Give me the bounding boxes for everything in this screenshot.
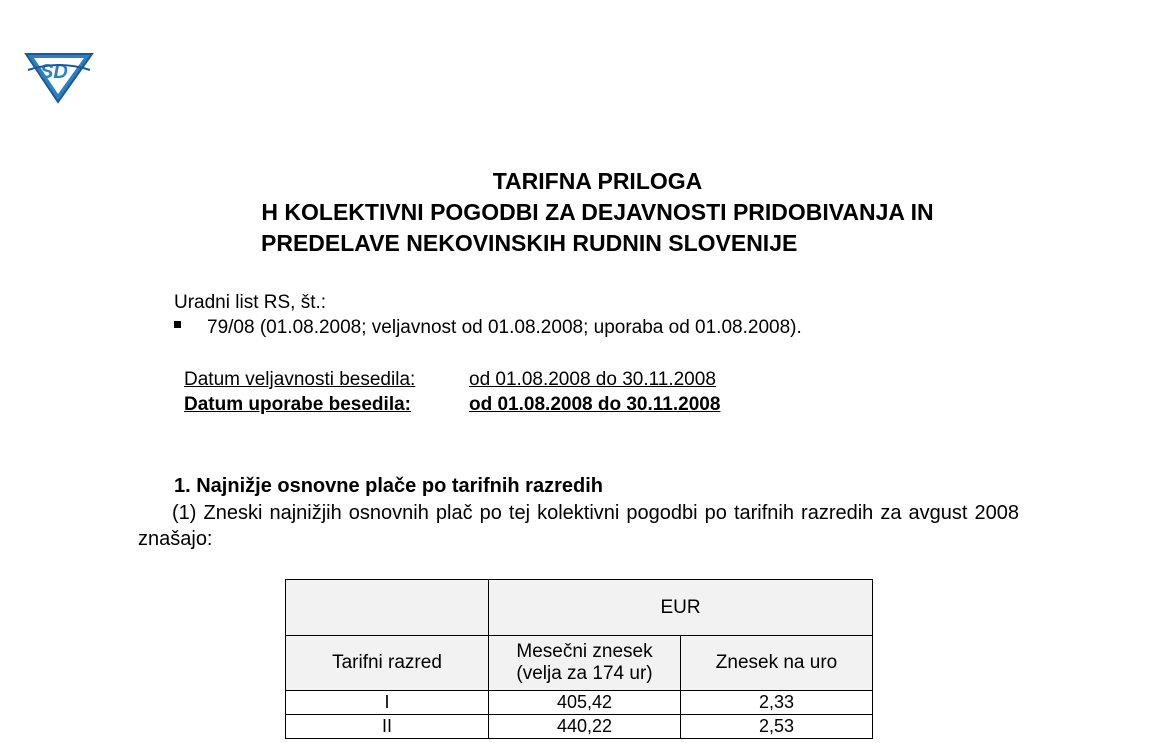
table-header-empty xyxy=(286,580,489,636)
bullet-icon xyxy=(174,321,181,328)
section-heading: 1. Najnižje osnovne plače po tarifnih razredih xyxy=(174,475,603,497)
document-subtitle-line2: PREDELAVE NEKOVINSKIH RUDNIN SLOVENIJE xyxy=(261,230,798,256)
table-cell-monthly: 405,42 xyxy=(489,691,681,715)
section-paragraph: (1) Zneski najnižjih osnovnih plač po tej kolektivni pogodbi po tarifnih razredih za avgust 2008 znašajo: xyxy=(138,502,1019,550)
svg-text:SD: SD xyxy=(40,61,68,83)
validity-date-value: od 01.08.2008 do 30.11.2008 xyxy=(469,369,716,390)
table-cell-monthly: 440,22 xyxy=(489,715,681,739)
document-subtitle-line1: H KOLEKTIVNI POGODBI ZA DEJAVNOSTI PRIDOBIVANJA IN xyxy=(261,199,934,225)
application-date-value: od 01.08.2008 do 30.11.2008 xyxy=(469,394,721,415)
document-title: TARIFNA PRILOGA xyxy=(492,168,703,194)
table-cell-class: II xyxy=(286,715,489,739)
table-header-hourly: Znesek na uro xyxy=(681,636,873,691)
validity-date-label: Datum veljavnosti besedila: xyxy=(184,369,416,390)
table-header-currency: EUR xyxy=(489,580,873,636)
table-header-monthly-line1: Mesečni znesek xyxy=(516,641,653,662)
table-header-monthly xyxy=(489,636,681,691)
company-logo xyxy=(22,48,96,104)
gazette-label: Uradni list RS, št.: xyxy=(174,292,327,313)
table-cell-hourly: 2,53 xyxy=(681,715,873,739)
table-header-class: Tarifni razred xyxy=(286,636,489,691)
table-header-monthly-line2: (velja za 174 ur) xyxy=(516,663,653,684)
table-row xyxy=(286,715,873,739)
table-cell-class: I xyxy=(286,691,489,715)
application-date-label: Datum uporabe besedila: xyxy=(184,394,411,415)
gazette-item: 79/08 (01.08.2008; veljavnost od 01.08.2008; uporaba od 01.08.2008). xyxy=(207,317,802,338)
tariff-table xyxy=(285,579,873,739)
table-row xyxy=(286,691,873,715)
table-cell-hourly: 2,33 xyxy=(681,691,873,715)
